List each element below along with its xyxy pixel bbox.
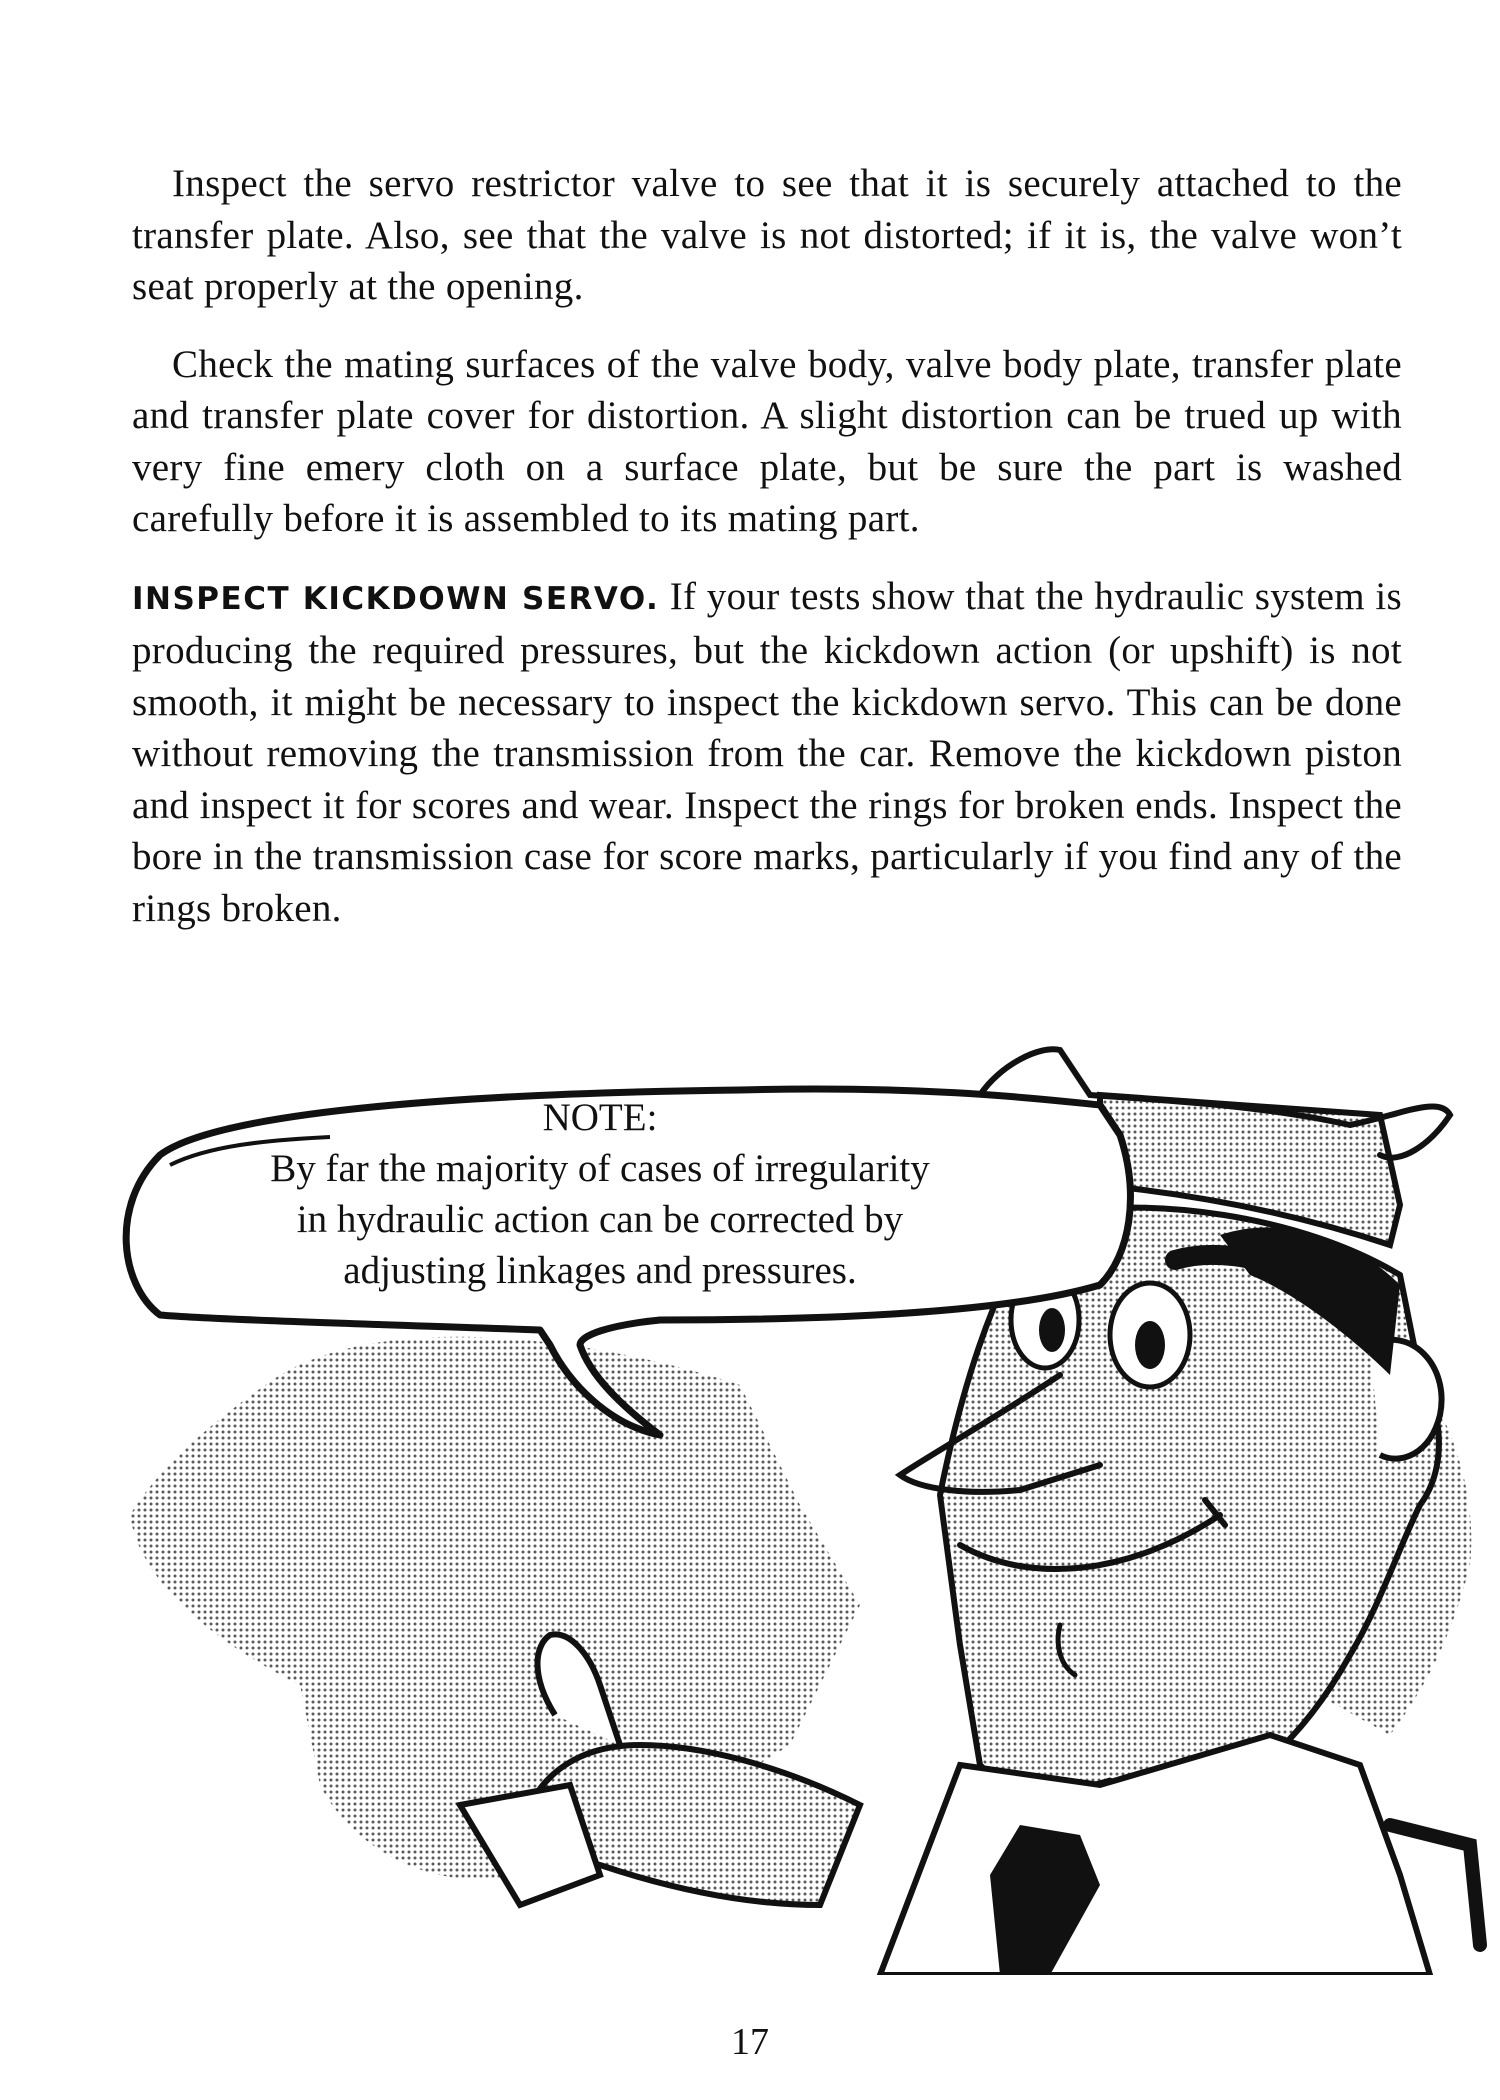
paragraph-mating-surfaces: Check the mating surfaces of the valve body, valve body plate, transfer plate and transfer plate cover for distortion. A slight distortion can be trued up with very fine emery cloth on a surface plate, but be sure the part is washed carefully before it is assembled to its mating part.: [132, 342, 1402, 540]
paper-icon: [460, 1785, 600, 1905]
note-callout: [170, 1092, 1030, 1296]
paragraph-servo-restrictor: Inspect the servo restrictor valve to see that it is securely attached to the transfer plate. Also, see that the valve is not distorted; if it is, the valve won’t seat properly at the opening.: [132, 162, 1402, 308]
note-line-2: in hydraulic action can be corrected by: [296, 1198, 904, 1241]
paragraph-kickdown-servo: [132, 571, 1402, 935]
body-text: [132, 158, 1402, 960]
note-line-3: adjusting linkages and pressures.: [343, 1249, 857, 1292]
shirt-icon: [880, 1735, 1430, 1975]
page-number: 17: [731, 2021, 769, 2063]
paragraph-kickdown-body: If your tests show that the hydraulic system is producing the required pressures, but the kickdown action (or upshift) is not smooth, it might be necessary to inspect the kickdown servo. This can be done without removing the transmission from the car. Remove the kickdown piston and inspect it for scores and wear. Inspect the rings for broken ends. Inspect the bore in the transmission case for score marks, particularly if you find any of the rings broken.: [132, 574, 1402, 930]
note-line-1: By far the majority of cases of irregularity: [270, 1147, 930, 1190]
note-title: NOTE:: [542, 1096, 658, 1139]
section-heading: INSPECT KICKDOWN SERVO.: [132, 580, 660, 617]
